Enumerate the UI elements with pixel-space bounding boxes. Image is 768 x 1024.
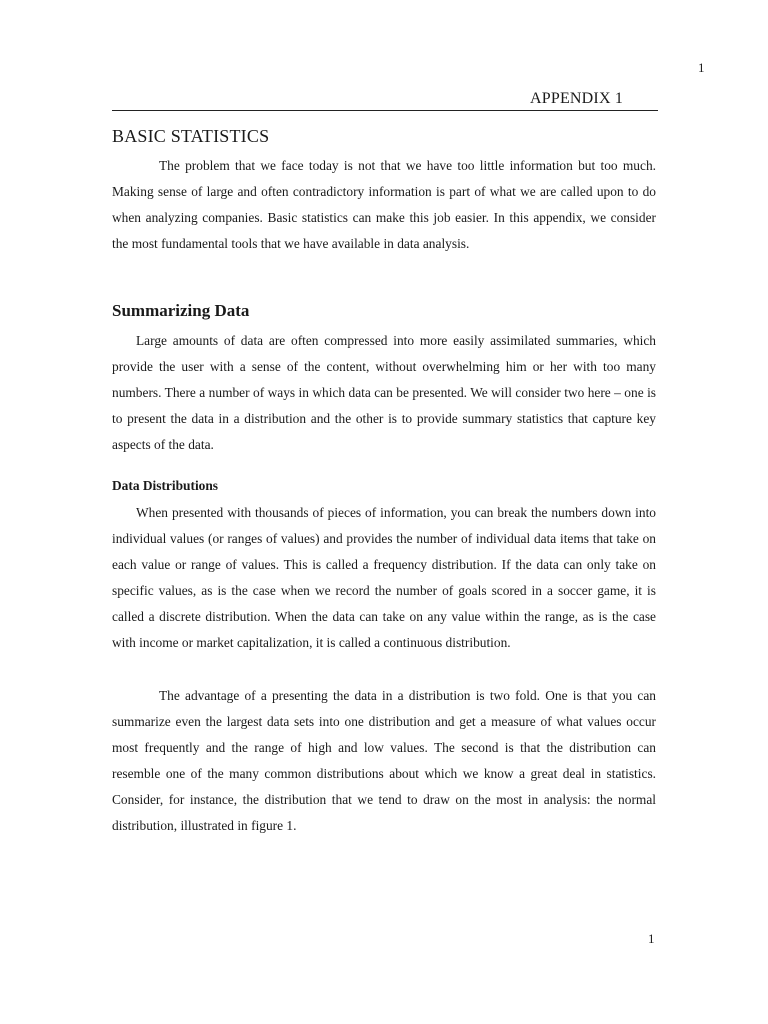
header-divider	[112, 110, 658, 111]
page-number-bottom: 1	[648, 931, 655, 946]
section-paragraph: Large amounts of data are often compressed into more easily assimilated summaries, which provide the user with a sense of the content, without overwhelming him or her with too many numbers. There a number of ways in which data can be presented. We will consider two here – one is to present the data in a distribution and the other is to provide summary statistics that capture key aspects of the data.	[112, 333, 656, 452]
intro-paragraph: The problem that we face today is not that we have too little information but too much. Making sense of large and often contradictory information is part of what we are called upon to do when analyzing companies. Basic statistics can make this job easier. In this appendix, we consider the most fundamental tools that we have available in data analysis.	[112, 158, 656, 251]
subsection-paragraph-2: The advantage of a presenting the data in a distribution is two fold. One is that you can summarize even the largest data sets into one distribution and get a measure of what values occur most frequently and the range of high and low values. The second is that the distribution can resemble one of the many common distributions about which we know a great deal in statistics. Consider, for instance, the distribution that we tend to draw on the most in analysis: the normal distribution, illustrated in figure 1.	[112, 688, 656, 833]
subsection-paragraph-1: When presented with thousands of pieces of information, you can break the numbers down into individual values (or ranges of values) and provides the number of individual data items that take on each value or range of values. This is called a frequency distribution. If the data can only take on specific values, as is the case when we record the number of goals scored in a soccer game, it is called a discrete distribution. When the data can take on any value within the range, as is the case with income or market capitalization, it is called a continuous distribution.	[112, 505, 656, 650]
section-heading: Summarizing Data	[112, 301, 250, 320]
subsection-heading: Data Distributions	[112, 478, 219, 493]
page-title: BASIC STATISTICS	[112, 126, 270, 146]
page-number-top: 1	[698, 60, 705, 75]
appendix-label: APPENDIX 1	[530, 90, 624, 107]
